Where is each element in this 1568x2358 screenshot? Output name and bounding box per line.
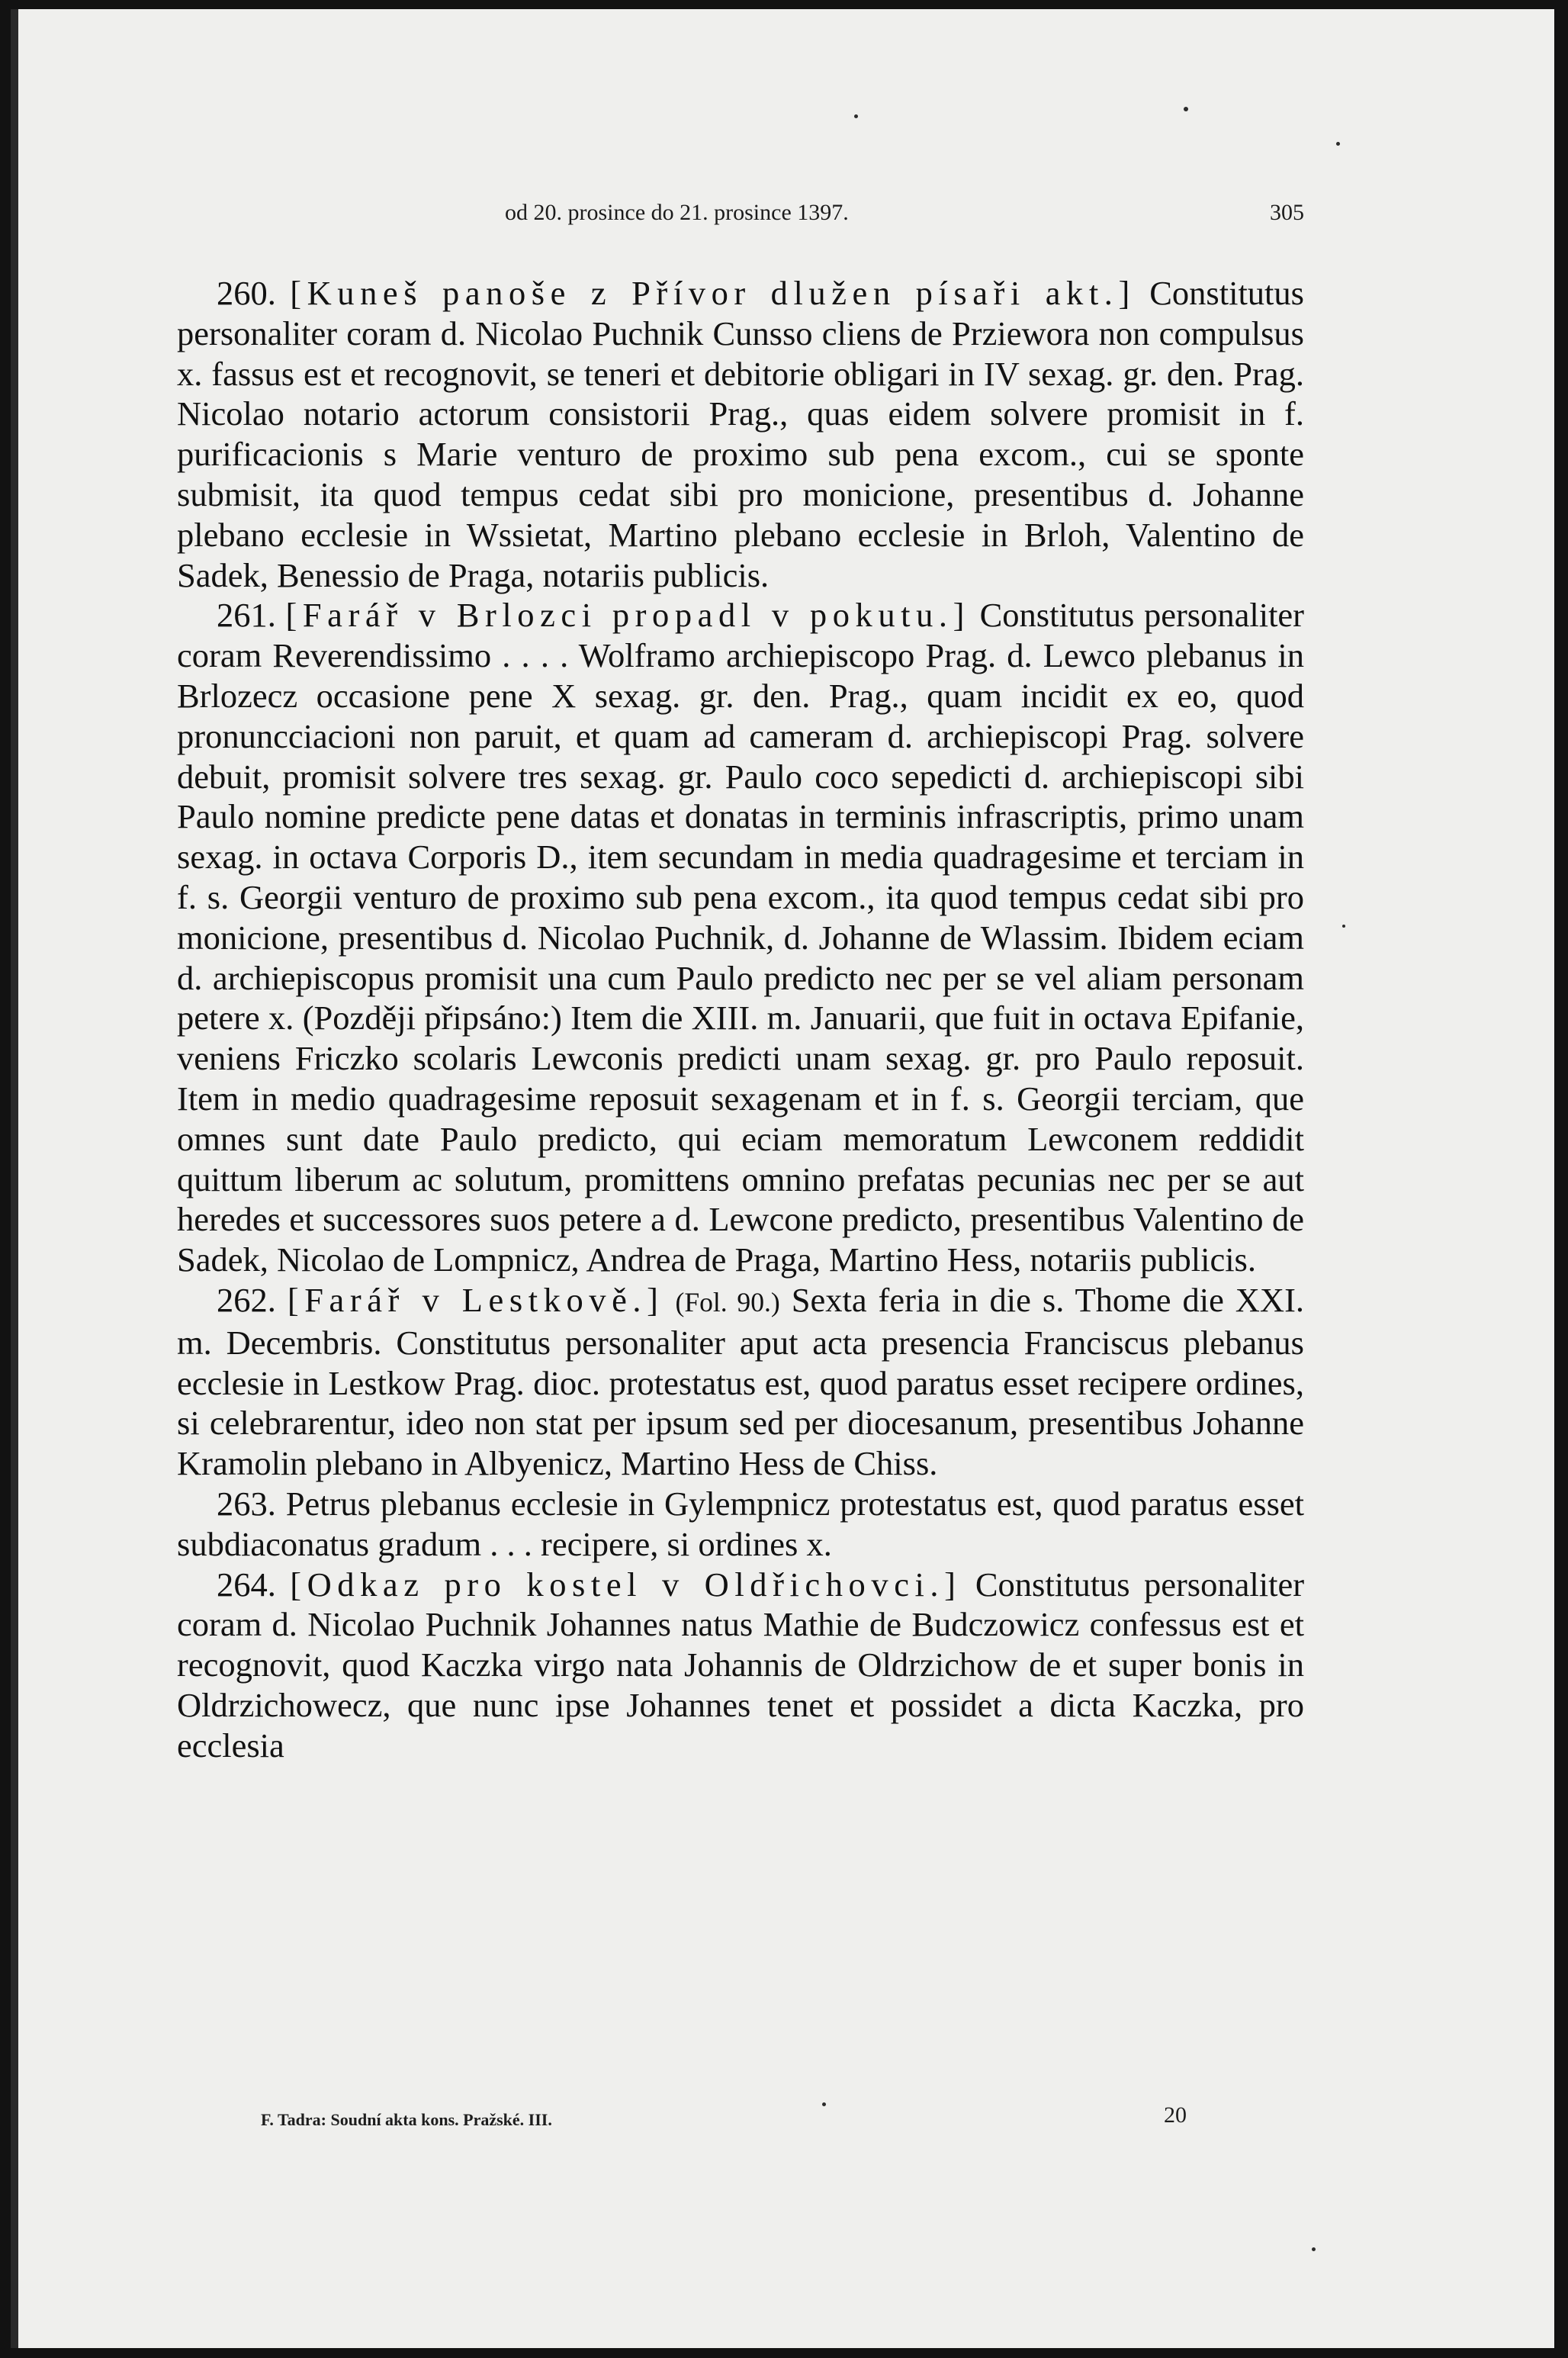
entry-text: Constitutus personaliter coram d. Nicolao Puchnik Johannes natus Mathie de Budczowicz confessus est et recognovit, quod Kaczka virgo nata Johannis de Oldrzichow de et super bonis in Oldrzichowecz, que nunc ipse Johannes tenet et possidet a dicta Kaczka, pro ecclesia [177, 1565, 1305, 1764]
entry-number: 260. [217, 274, 276, 312]
entry-262 [177, 1280, 1304, 1484]
entry-263 [177, 1484, 1304, 1565]
entry-text: Sexta feria in die s. Thome die XXI. m. Decembris. Constitutus personaliter aput acta presencia Franciscus plebanus ecclesie in Lestkow Prag. dioc. protestatus est, quod paratus esset recipere ordines, si celebrarentur, ideo non stat per ipsum sed per diocesanum, presentibus Johanne Kramolin plebano in Albyenicz, Martino Hess de Chiss. [177, 1280, 1305, 1483]
entry-title: [Kuneš panoše z Přívor dlužen písaři akt.] [290, 274, 1136, 312]
entry-text: Constitutus personaliter coram d. Nicolao Puchnik Cunsso cliens de Prziewora non compulsus x. fassus est et recognovit, se teneri et debitorie obligari in IV sexag. gr. den. Prag. Nicolao notario actorum consistorii Prag., quas eidem solvere promisit in f. purificacionis s Marie venturo de proximo sub pena excom., cui se sponte submisit, ita quod tempus cedat sibi pro monicione, presentibus d. Johanne plebano ecclesie in Wssietat, Martino plebano ecclesie in Brloh, Valentino de Sadek, Benessio de Praga, notariis publicis. [177, 274, 1304, 594]
print-speck [854, 114, 858, 118]
sheet-number: 20 [1164, 2102, 1187, 2128]
entry-number: 264. [217, 1565, 276, 1604]
print-speck [1312, 2247, 1316, 2251]
book-spine-edge [11, 9, 18, 2348]
page-header [177, 200, 1304, 230]
entry-264 [177, 1565, 1304, 1766]
entry-number: 262. [217, 1280, 276, 1319]
entry-text: Constitutus personaliter coram Reverendissimo . . . . Wolframo archiepiscopo Prag. d. Lewco plebanus in Brlozecz occasione pene X sexag. gr. den. Prag., quam incidit ex eo, quod pronuncciacioni non paruit, et quam ad cameram d. archiepiscopi Prag. solvere debuit, promisit solvere tres sexag. gr. Paulo coco sepedicti d. archiepiscopi sibi Paulo nomine predicte pene datas et donatas in terminis infrascriptis, primo unam sexag. in octava Corporis D., item secundam in media quadragesime et terciam in f. s. Georgii venturo de proximo sub pena excom., ita quod tempus cedat sibi pro monicione, presentibus d. Nicolao Puchnik, d. Johanne de Wlassim. Ibidem eciam d. archiepiscopus promisit una cum Paulo predicto nec per se vel aliam personam petere x. (Později připsáno:) Item die XIII. m. Januarii, que fuit in octava Epifanie, veniens Friczko scolaris Lewconis predicti unam sexag. gr. pro Paulo reposuit. Item in medio quadragesime reposuit sexagenam et in f. s. Georgii terciam, que omnes sunt date Paulo predicto, qui eciam memoratum Lewconem reddidit quittum liberum ac solutum, promittens omnino prefatas pecunias nec per se aut heredes et successores suos petere a d. Lewcone predicto, presentibus Valentino de Sadek, Nicolao de Lompnicz, Andrea de Praga, Martino Hess, notariis publicis. [177, 596, 1305, 1279]
page-footer [261, 2102, 1252, 2133]
entry-title: [Odkaz pro kostel v Oldřichovci.] [290, 1565, 962, 1604]
signature-line: F. Tadra: Soudní akta kons. Pražské. III. [261, 2110, 552, 2129]
entry-number: 261. [217, 596, 276, 635]
entry-260 [177, 273, 1304, 595]
entry-number: 263. [217, 1484, 276, 1523]
print-speck [1336, 142, 1340, 146]
print-speck [1342, 925, 1345, 928]
entry-text: Petrus plebanus ecclesie in Gylempnicz protestatus est, quod paratus esset subdiaconatus gradum . . . recipere, si ordines x. [177, 1484, 1304, 1563]
entry-title: [Farář v Brlozci propadl v pokutu.] [285, 596, 970, 635]
entry-title: [Farář v Lestkově.] [287, 1280, 664, 1319]
page-number: 305 [1270, 200, 1304, 225]
body-text [177, 273, 1304, 1765]
entry-261 [177, 595, 1304, 1280]
running-title: od 20. prosince do 21. prosince 1397. [505, 200, 849, 225]
print-speck [1184, 107, 1188, 111]
print-speck [822, 2102, 826, 2106]
folio-reference: (Fol. 90.) [675, 1286, 780, 1317]
